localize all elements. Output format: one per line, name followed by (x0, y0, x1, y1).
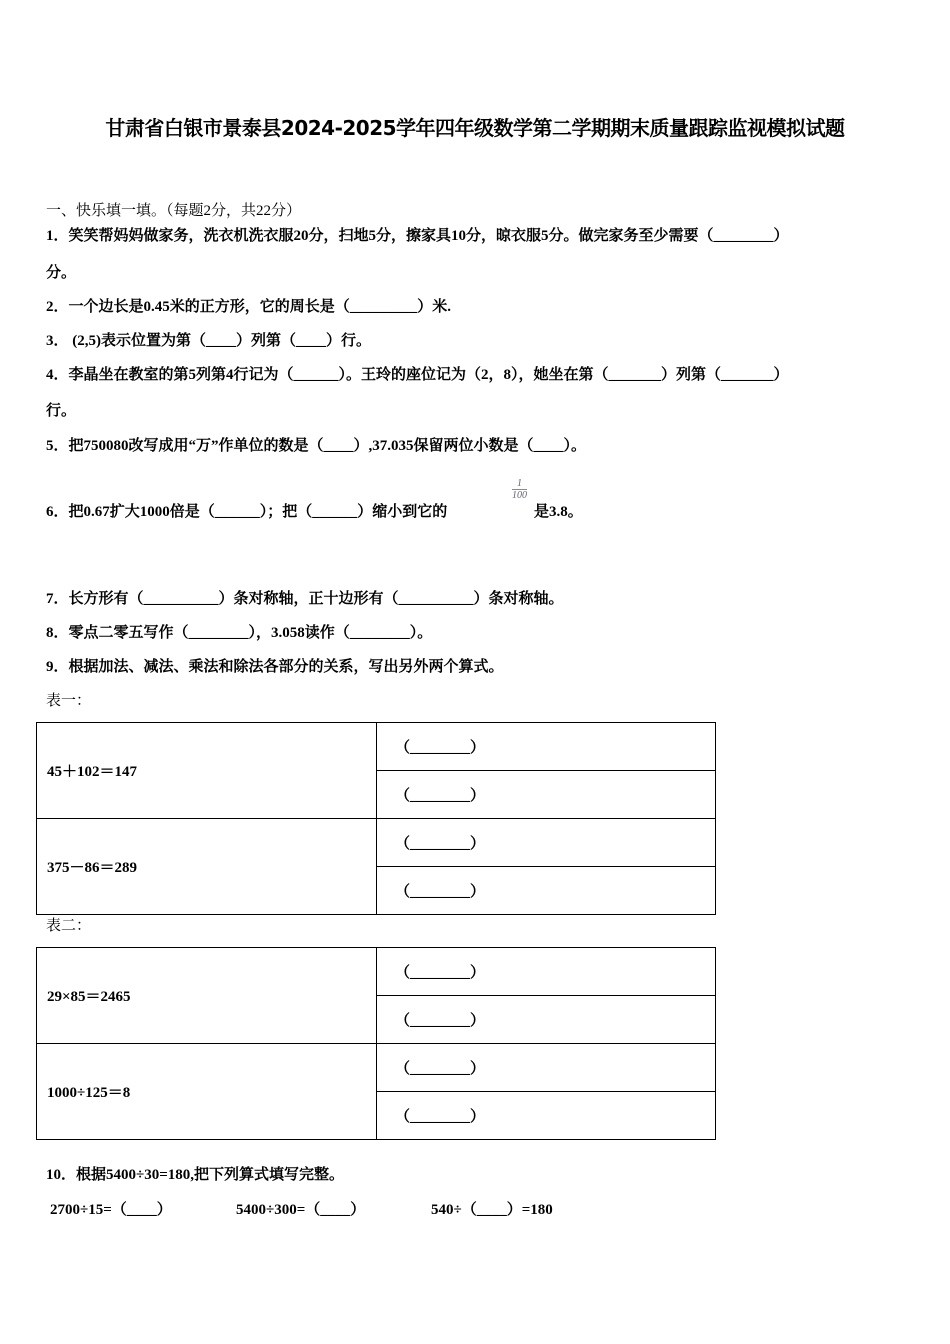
page-title: 甘肃省白银市景泰县2024-2025学年四年级数学第二学期期末质量跟踪监视模拟试题 (105, 116, 845, 140)
question-4: 4．李晶坐在教室的第5列第4行记为（______）。王玲的座位记为（2，8），她坐在第（_______）列第（_______） (46, 367, 789, 383)
table1-label: 表一： (46, 693, 92, 709)
question-6-end: 是3.8。 (534, 504, 583, 520)
fraction-numerator: 1 (512, 478, 527, 490)
question-8: 8．零点二零五写作（________），3.058读作（________）。 (46, 625, 433, 641)
question-7: 7．长方形有（__________）条对称轴，正十边形有（__________）条对称轴。 (46, 591, 564, 607)
answer-cell[interactable]: （________） (377, 867, 716, 915)
equation-cell: 1000÷125＝8 (37, 1044, 377, 1140)
equation-cell: 29×85＝2465 (37, 948, 377, 1044)
question-2: 2．一个边长是0.45米的正方形，它的周长是（_________）米. (46, 299, 452, 315)
question-6: 6．把0.67扩大1000倍是（______）；把（______）缩小到它的 (46, 504, 448, 520)
question-1: 1．笑笑帮妈妈做家务，洗衣机洗衣服20分，扫地5分，擦家具10分，晾衣服5分。做完家务至少需要（________） (46, 228, 789, 244)
question-9: 9．根据加法、减法、乘法和除法各部分的关系，写出另外两个算式。 (46, 659, 504, 675)
question-5: 5．把750080改写成用“万”作单位的数是（____）,37.035保留两位小数是（____）。 (46, 438, 587, 454)
answer-cell[interactable]: （________） (377, 771, 716, 819)
fraction-denominator: 100 (512, 490, 527, 501)
equation-cell: 45＋102＝147 (37, 723, 377, 819)
section-heading: 一、快乐填一填。（每题2分，共22分） (46, 203, 302, 219)
question-4-cont: 行。 (46, 403, 77, 419)
question-10-item: 540÷（____）=180 (431, 1202, 553, 1218)
equation-cell: 375－86＝289 (37, 819, 377, 915)
question-1-cont: 分。 (46, 265, 77, 281)
question-10: 10．根据5400÷30=180,把下列算式填写完整。 (46, 1167, 345, 1183)
answer-cell[interactable]: （________） (377, 996, 716, 1044)
answer-cell[interactable]: （________） (377, 819, 716, 867)
table-1 (36, 722, 716, 915)
question-3: 3． (2,5)表示位置为第（____）列第（____）行。 (46, 333, 371, 349)
fraction-one-hundredth (512, 478, 527, 501)
table2-label: 表二： (46, 918, 92, 934)
question-10-item: 5400÷300=（____） (236, 1202, 366, 1218)
answer-cell[interactable]: （________） (377, 1092, 716, 1140)
answer-cell[interactable]: （________） (377, 948, 716, 996)
answer-cell[interactable]: （________） (377, 723, 716, 771)
table-2 (36, 947, 716, 1140)
question-10-item: 2700÷15=（____） (50, 1202, 172, 1218)
answer-cell[interactable]: （________） (377, 1044, 716, 1092)
